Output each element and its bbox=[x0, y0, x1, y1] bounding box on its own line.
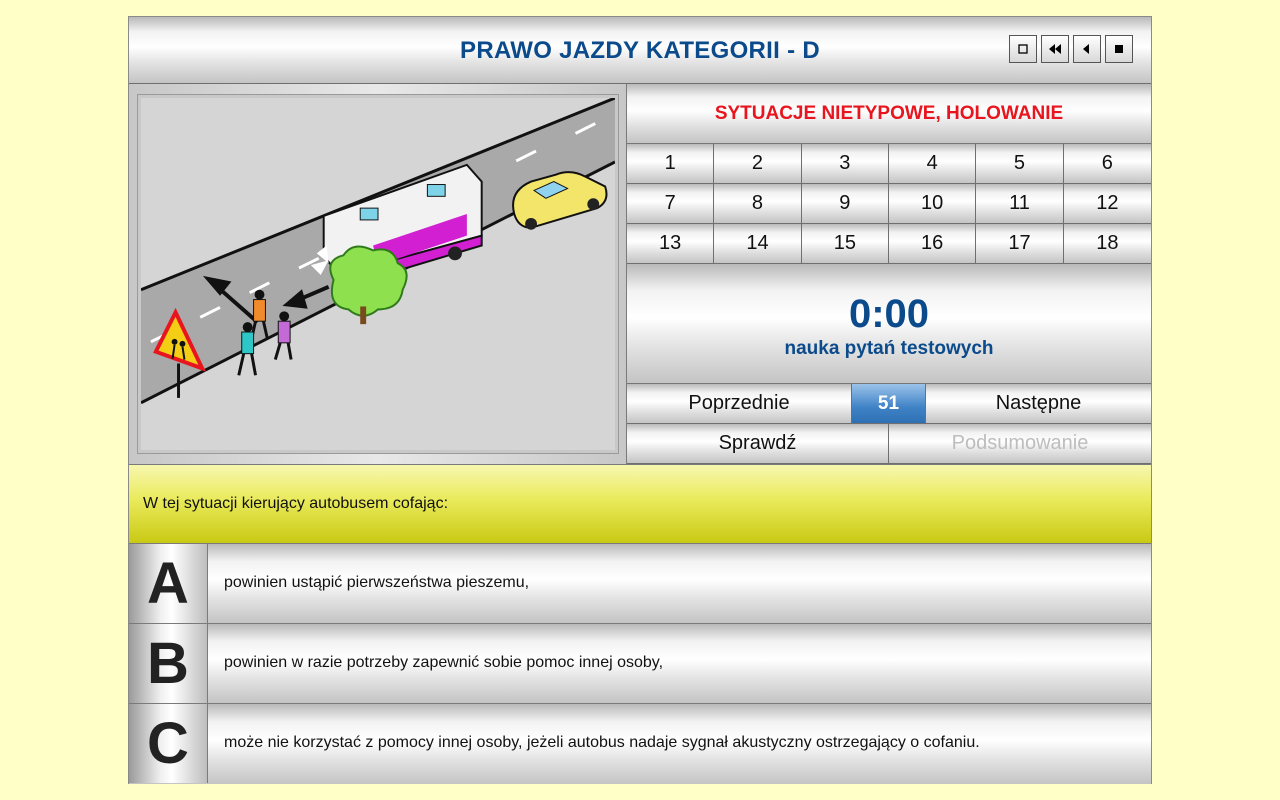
question-number-cell[interactable]: 16 bbox=[889, 224, 976, 264]
answer-text: powinien w razie potrzeby zapewnić sobie pomoc innej osoby, bbox=[224, 654, 664, 671]
question-number-cell[interactable]: 8 bbox=[714, 184, 801, 224]
check-button[interactable]: Sprawdź bbox=[627, 424, 889, 464]
prev-icon bbox=[1080, 42, 1094, 56]
next-button[interactable]: Następne bbox=[926, 384, 1151, 424]
answer-c[interactable] bbox=[129, 704, 1151, 784]
timer-box bbox=[627, 264, 1151, 384]
previous-button[interactable]: Poprzednie bbox=[627, 384, 852, 424]
question-number-cell[interactable]: 4 bbox=[889, 144, 976, 184]
question-number-cell[interactable]: 17 bbox=[976, 224, 1063, 264]
header-bar bbox=[129, 17, 1151, 84]
rewind-button[interactable] bbox=[1041, 35, 1069, 63]
app-title: PRAWO JAZDY KATEGORII - D bbox=[460, 37, 820, 64]
stop-button[interactable] bbox=[1105, 35, 1133, 63]
question-bar bbox=[129, 464, 1151, 544]
stop-icon bbox=[1112, 42, 1126, 56]
square-button[interactable] bbox=[1009, 35, 1037, 63]
answer-a[interactable] bbox=[129, 544, 1151, 624]
question-number-cell[interactable]: 12 bbox=[1064, 184, 1151, 224]
answer-letter: B bbox=[129, 624, 208, 703]
question-number-cell[interactable]: 5 bbox=[976, 144, 1063, 184]
question-number-cell[interactable]: 18 bbox=[1064, 224, 1151, 264]
mode-label: nauka pytań testowych bbox=[784, 338, 994, 359]
question-number-cell[interactable]: 15 bbox=[802, 224, 889, 264]
question-number-cell[interactable]: 11 bbox=[976, 184, 1063, 224]
prev-button[interactable] bbox=[1073, 35, 1101, 63]
control-panel bbox=[627, 84, 1151, 464]
rewind-icon bbox=[1048, 42, 1062, 56]
summary-button[interactable]: Podsumowanie bbox=[889, 424, 1151, 464]
question-number-cell[interactable]: 10 bbox=[889, 184, 976, 224]
illustration-panel bbox=[129, 84, 627, 464]
traffic-scene-illustration bbox=[141, 98, 615, 450]
answer-letter: A bbox=[129, 544, 208, 623]
answer-letter: C bbox=[129, 704, 208, 783]
question-number-cell[interactable]: 13 bbox=[627, 224, 714, 264]
window-controls bbox=[1009, 35, 1133, 63]
current-question-number: 51 bbox=[852, 384, 926, 424]
app-window bbox=[128, 16, 1152, 784]
question-text: W tej sytuacji kierujący autobusem cofając: bbox=[143, 495, 449, 512]
question-number-cell[interactable]: 14 bbox=[714, 224, 801, 264]
question-number-cell[interactable]: 2 bbox=[714, 144, 801, 184]
question-grid bbox=[627, 144, 1151, 264]
category-title: SYTUACJE NIETYPOWE, HOLOWANIE bbox=[627, 84, 1151, 144]
navigation-row bbox=[627, 384, 1151, 424]
question-number-cell[interactable]: 9 bbox=[802, 184, 889, 224]
timer-value: 0:00 bbox=[848, 292, 930, 336]
question-number-cell[interactable]: 1 bbox=[627, 144, 714, 184]
action-row bbox=[627, 424, 1151, 464]
answer-text: powinien ustąpić pierwszeństwa pieszemu, bbox=[224, 574, 530, 591]
illustration-frame bbox=[138, 95, 618, 453]
answer-text: może nie korzystać z pomocy innej osoby, jeżeli autobus nadaje sygnał akustyczny ostrzegający o cofaniu. bbox=[224, 734, 980, 751]
question-number-cell[interactable]: 7 bbox=[627, 184, 714, 224]
question-number-cell[interactable]: 3 bbox=[802, 144, 889, 184]
answer-b[interactable] bbox=[129, 624, 1151, 704]
question-number-cell[interactable]: 6 bbox=[1064, 144, 1151, 184]
square-icon bbox=[1016, 42, 1030, 56]
